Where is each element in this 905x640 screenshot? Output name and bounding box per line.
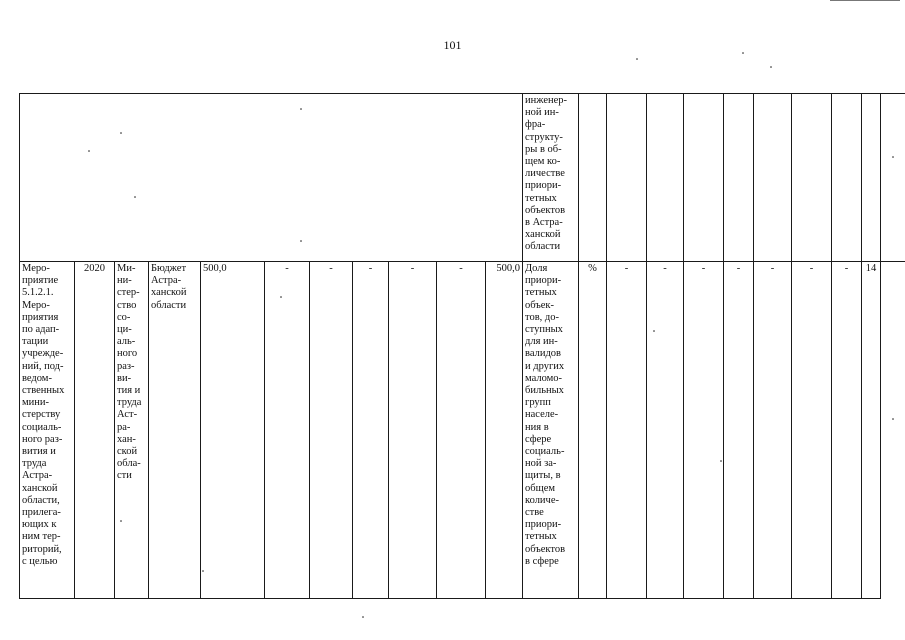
indicator-line: валидов (525, 348, 561, 360)
final-value-cell-continuation (881, 94, 905, 262)
year-cell: 2020 (75, 262, 115, 599)
scan-speck (202, 570, 204, 572)
measure-name-line: с целью (22, 555, 58, 567)
indicator-line: области (525, 241, 561, 253)
scan-speck (120, 520, 122, 522)
indicator-line: тетных (525, 287, 557, 299)
executor-line: ни- (117, 275, 132, 287)
executor-line: Аст- (117, 409, 138, 421)
scan-speck (653, 330, 655, 332)
continuation-blank-cell (20, 94, 523, 262)
year-value-cell: - (265, 262, 310, 599)
indicator-value-cell: - (724, 262, 754, 599)
measure-name-line: ственных (22, 385, 65, 397)
page-number: 101 (443, 38, 462, 52)
year-value-cell: - (437, 262, 486, 599)
indicator-line: приори- (525, 275, 562, 287)
unit-cell-continuation (579, 94, 607, 262)
indicator-line: и других (525, 360, 565, 372)
executor-line: стер- (117, 287, 140, 299)
executor-line: обла- (117, 458, 141, 470)
value-cell-continuation (607, 94, 647, 262)
executor-line: ви- (117, 372, 132, 384)
measure-name-line: по адап- (22, 324, 60, 336)
scan-speck (892, 418, 894, 420)
unit-cell: % (579, 262, 607, 599)
program-measures-table (19, 93, 905, 599)
funding-source-line: Бюджет (151, 263, 187, 274)
indicator-line: для ин- (525, 336, 558, 348)
scan-speck (742, 52, 744, 54)
executor-line: ци- (117, 324, 132, 336)
year-value-cell: - (310, 262, 353, 599)
value-cell-continuation (754, 94, 792, 262)
measure-name-line: ного раз- (22, 433, 63, 445)
indicator-value-cell: - (754, 262, 792, 599)
value-cell-continuation (647, 94, 684, 262)
indicator-line: фра- (525, 119, 546, 131)
measure-name-line: мини- (22, 397, 49, 409)
indicator-line: Доля (525, 263, 548, 274)
indicator-line: в сфере (525, 555, 559, 567)
measure-name-line: учрежде- (22, 348, 64, 360)
value-cell-continuation (684, 94, 724, 262)
measure-name-line: вития и (22, 446, 56, 458)
measure-name-line: приятие (22, 275, 59, 287)
value-cell-continuation (724, 94, 754, 262)
measure-name-line: риторий, (22, 543, 62, 555)
indicator-line: сфере (525, 433, 552, 445)
measure-name-line: Меро- (22, 263, 50, 274)
indicator-line: населе- (525, 409, 559, 421)
amount-total-cell: 500,0 (201, 262, 265, 599)
indicator-line: приори- (525, 519, 562, 531)
indicator-value-cell: - (792, 262, 832, 599)
indicator-value-cell: - (647, 262, 684, 599)
indicator-line: в Астра- (525, 217, 563, 229)
executor-line: Ми- (117, 263, 136, 274)
scan-edge-mark (830, 0, 900, 3)
executor-line: сти (117, 470, 132, 482)
executor-cell (115, 262, 149, 599)
indicator-line: ры в об- (525, 143, 562, 155)
indicator-line: ной ин- (525, 107, 559, 119)
executor-line: ра- (117, 421, 131, 433)
measure-name-line: приятия (22, 311, 59, 323)
measure-name-line: ющих к (22, 519, 57, 531)
value-cell-continuation (832, 94, 862, 262)
indicator-line: групп (525, 397, 551, 409)
funding-source-cell (149, 262, 201, 599)
indicator-line: количе- (525, 494, 559, 506)
scan-speck (720, 460, 722, 462)
scan-speck (300, 240, 302, 242)
indicator-line: ной за- (525, 458, 557, 470)
indicator-line: ступных (525, 324, 563, 336)
executor-line: труда (117, 397, 142, 409)
measure-name-line: ний, под- (22, 360, 64, 372)
scan-speck (134, 196, 136, 198)
measure-name-line: прилега- (22, 507, 61, 519)
funding-source-line: ханской (151, 287, 187, 299)
measure-name-line: тации (22, 336, 49, 348)
year-value-cell: - (389, 262, 437, 599)
indicator-line: личестве (525, 168, 565, 180)
amount-final-cell: 500,0 (486, 262, 523, 599)
executor-line: ство (117, 299, 137, 311)
indicator-line: щиты, в (525, 470, 561, 482)
indicator-line: тетных (525, 192, 557, 204)
measure-name-line: стерству (22, 409, 61, 421)
measure-name-line: 5.1.2.1. (22, 287, 54, 299)
table-row-continuation (20, 94, 905, 262)
value-cell-continuation (862, 94, 881, 262)
indicator-line: объектов (525, 543, 566, 555)
indicator-cell (523, 262, 579, 599)
indicator-value-cell: - (684, 262, 724, 599)
indicator-line: объектов (525, 204, 566, 216)
indicator-line: инженер- (525, 95, 568, 106)
measure-name-line: Астра- (22, 470, 53, 482)
funding-source-line: Астра- (151, 275, 182, 287)
indicator-line: щем ко- (525, 156, 561, 168)
indicator-line: общем (525, 482, 555, 494)
measure-name-cell (20, 262, 75, 599)
indicator-cell-continuation (523, 94, 579, 262)
measure-name-line: ведом- (22, 372, 52, 384)
indicator-line: маломо- (525, 372, 563, 384)
table-row-measure-5-1-2-1 (20, 262, 905, 599)
year-value-cell: - (353, 262, 389, 599)
executor-line: ного (117, 348, 138, 360)
measure-name-line: ханской (22, 482, 58, 494)
indicator-line: тетных (525, 531, 557, 543)
executor-line: со- (117, 311, 131, 323)
funding-source-line: области (151, 299, 187, 311)
executor-line: ской (117, 446, 138, 458)
scan-speck (636, 58, 638, 60)
executor-line: хан- (117, 433, 136, 445)
scan-speck (362, 616, 364, 618)
indicator-line: объек- (525, 299, 555, 311)
indicator-line: бильных (525, 385, 564, 397)
scan-speck (770, 66, 772, 68)
indicator-line: стве (525, 507, 544, 519)
indicator-line: ханской (525, 229, 561, 241)
indicator-line: структу- (525, 131, 563, 143)
value-cell-continuation (792, 94, 832, 262)
indicator-value-cell: - (832, 262, 862, 599)
measure-name-line: Меро- (22, 299, 50, 311)
indicator-value-cell: - (607, 262, 647, 599)
scan-speck (120, 132, 122, 134)
measure-name-line: ним тер- (22, 531, 61, 543)
scan-speck (88, 150, 90, 152)
measure-name-line: труда (22, 458, 47, 470)
executor-line: аль- (117, 336, 136, 348)
scan-speck (280, 296, 282, 298)
scan-speck (300, 108, 302, 110)
measure-name-line: социаль- (22, 421, 62, 433)
executor-line: тия и (117, 385, 141, 397)
indicator-line: приори- (525, 180, 562, 192)
indicator-line: тов, до- (525, 311, 560, 323)
final-value-cell: 14 (862, 262, 881, 599)
measure-name-line: области, (22, 494, 60, 506)
indicator-line: ния в (525, 421, 549, 433)
executor-line: раз- (117, 360, 135, 372)
scan-speck (892, 156, 894, 158)
indicator-line: социаль- (525, 446, 565, 458)
